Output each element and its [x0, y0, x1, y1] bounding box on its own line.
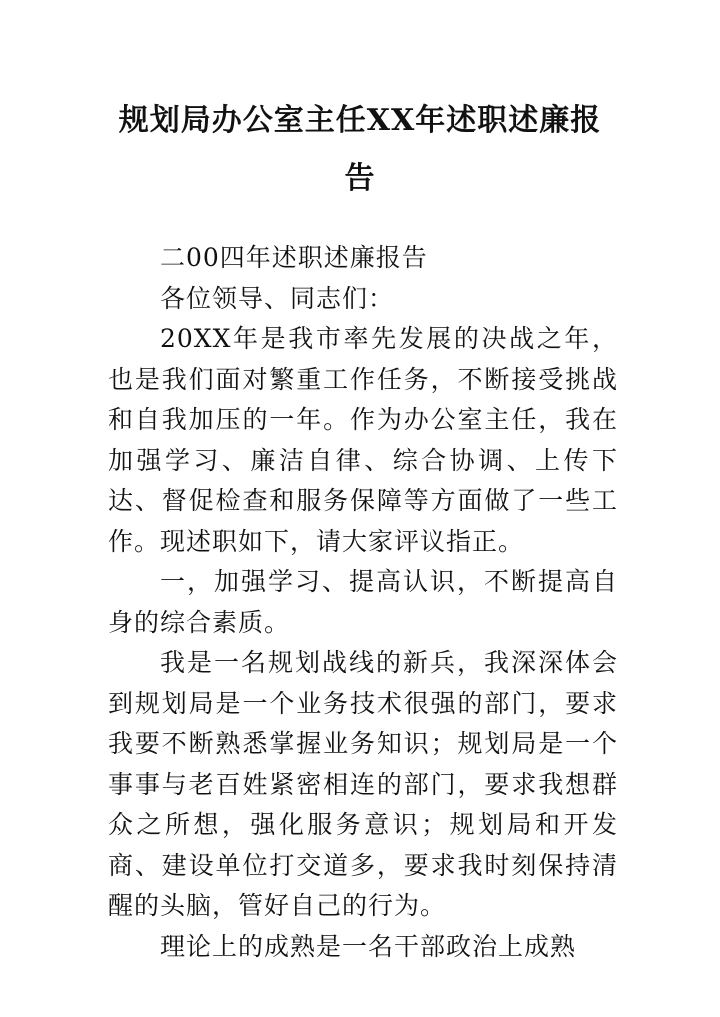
- document-body: [108, 238, 618, 967]
- paragraph-intro: 20XX年是我市率先发展的决战之年，也是我们面对繁重工作任务，不断接受挑战和自我加压的一年。作为办公室主任，我在加强学习、廉洁自律、综合协调、上传下达、督促检查和服务保障等方面做了一些工作。现述职如下，请大家评议指正。: [108, 324, 618, 556]
- paragraph-theory: 理论上的成熟是一名干部政治上成熟: [160, 931, 577, 961]
- paragraph-salutation: 各位领导、同志们：: [160, 283, 395, 313]
- paragraph-section-one-body: 我是一名规划战线的新兵，我深深体会到规划局是一个业务技术很强的部门，要求我要不断熟悉掌握业务知识；规划局是一个事事与老百姓紧密相连的部门，要求我想群众之所想，强化服务意识；规划局和开发商、建设单位打交道多，要求我时刻保持清醒的头脑，管好自己的行为。: [108, 648, 618, 920]
- document-title: 规划局办公室主任XX年述职述廉报告: [118, 103, 602, 196]
- paragraph-section-one-heading: 一，加强学习、提高认识，不断提高自身的综合素质。: [108, 567, 618, 637]
- paragraph-heading: 二00四年述职述廉报告: [160, 243, 428, 272]
